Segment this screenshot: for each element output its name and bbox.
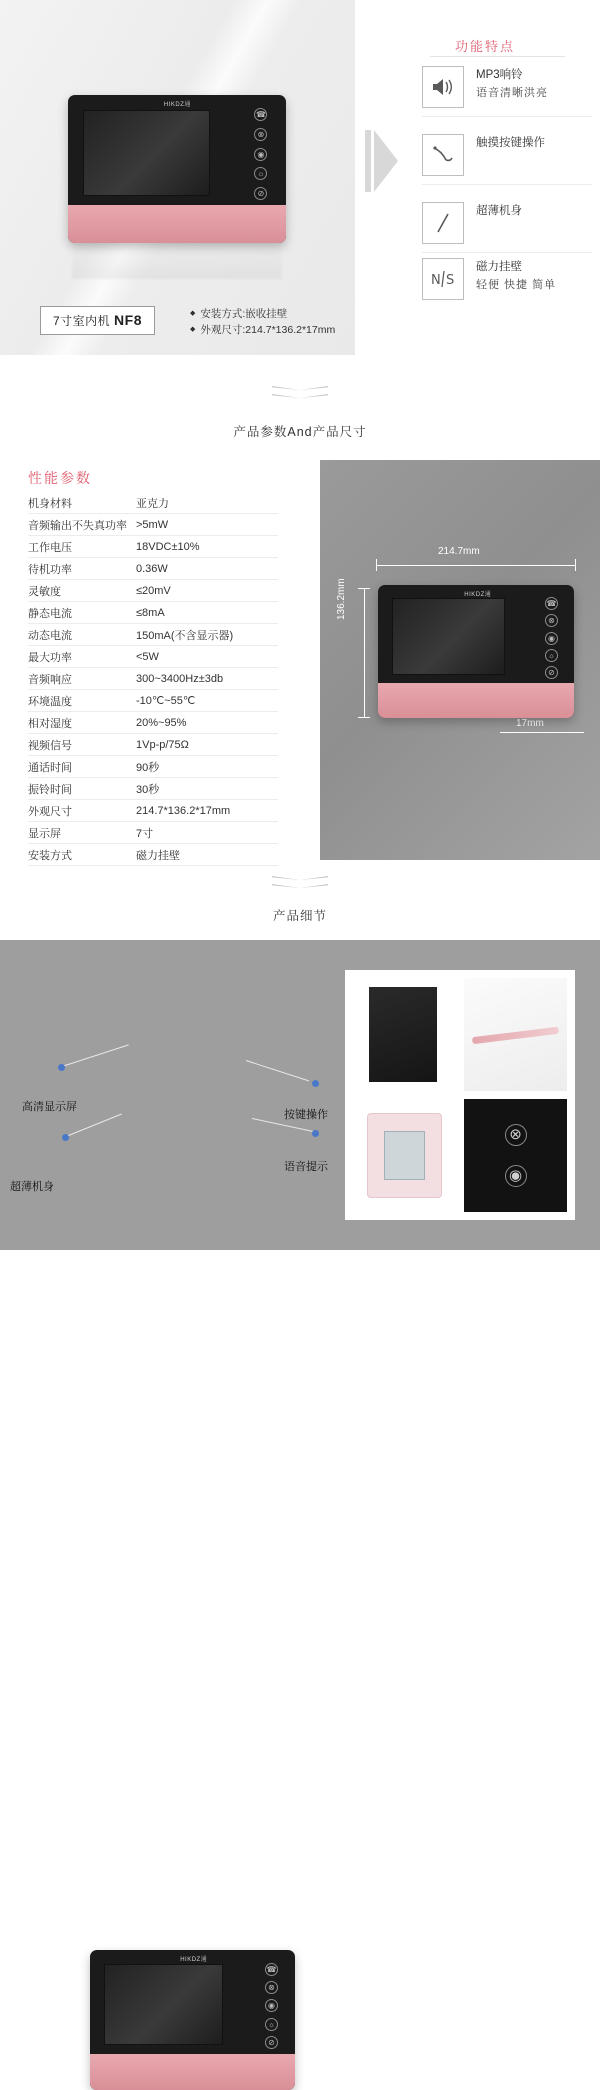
spec-value: -10℃~55℃ (136, 695, 196, 707)
spec-title: 性能参数 (28, 470, 92, 486)
device-key-monitor-icon: ☼ (254, 167, 267, 180)
device-key-power-icon: ⊘ (254, 187, 267, 200)
device-key-power-icon: ⊘ (545, 666, 558, 679)
spec-value: ≤20mV (136, 584, 171, 597)
feature-line1: MP3响铃 (476, 69, 523, 81)
model-size-label: 7寸室内机 (53, 314, 111, 328)
device-key-power-icon: ⊘ (265, 2036, 278, 2049)
mute-call-icon: ⊗ (505, 1124, 527, 1146)
device-screen (83, 110, 209, 196)
spec-value: 磁力挂壁 (136, 849, 180, 862)
section-divider-chevron (272, 386, 328, 408)
spec-key: 灵敏度 (28, 585, 61, 598)
magnet-ns-icon (422, 258, 464, 300)
spec-key: 静态电流 (28, 607, 72, 620)
feature-text-touch (476, 134, 545, 152)
features-title: 功能特点 (455, 39, 516, 54)
device-key-unlock-icon: ◉ (545, 632, 558, 645)
feature-text-magnet (476, 258, 556, 294)
feature-item-touch (422, 134, 592, 176)
device-key-mute-icon: ⊗ (254, 128, 267, 141)
spec-value: 1Vp-p/75Ω (136, 738, 189, 751)
features-title-rule (430, 56, 565, 57)
callout-line (246, 1060, 309, 1081)
callout-line (66, 1114, 122, 1137)
dim-depth-line (500, 732, 584, 733)
slim-line-icon (422, 202, 464, 244)
spec-key: 音频输出不失真功率 (28, 519, 127, 532)
section-caption-details: 产品细节 (272, 909, 327, 923)
spec-key: 待机功率 (28, 563, 72, 576)
spec-value: ≤8mA (136, 606, 165, 619)
product-image-detail (90, 1950, 295, 2090)
detail-gallery (345, 970, 575, 1220)
spec-table (28, 492, 278, 866)
device-key-call-icon: ☎ (546, 598, 557, 608)
arrow-right-icon (365, 130, 401, 192)
spec-value: 7寸 (136, 827, 154, 840)
spec-key: 音频响应 (28, 673, 72, 686)
callout-dot (312, 1080, 319, 1087)
spec-value: 亚克力 (136, 497, 169, 510)
svg-text:S: S (446, 273, 455, 288)
spec-value: 30秒 (136, 783, 160, 796)
feature-line1: 触摸按键操作 (476, 137, 545, 149)
spec-key: 振铃时间 (28, 783, 72, 796)
spec-value: 150mA(不含显示器) (136, 629, 234, 642)
device-logo: HIKDZ通 (464, 591, 492, 598)
table-row (28, 800, 278, 822)
feature-line2: 语音清晰洪亮 (476, 87, 548, 99)
device-key-call-icon: ☎ (266, 1964, 277, 1974)
device-key-column (537, 597, 566, 679)
feature-text-mp3 (476, 66, 548, 102)
callout-voice: 语音提示 (284, 1161, 328, 1173)
table-row (28, 734, 278, 756)
spec-key: 通话时间 (28, 761, 72, 774)
table-row (28, 580, 278, 602)
table-row (28, 536, 278, 558)
device-reflection (72, 243, 282, 279)
callout-slim: 超薄机身 (10, 1181, 54, 1193)
device-body (378, 585, 574, 718)
device-body (90, 1950, 295, 2090)
device-key-monitor-icon: ☼ (265, 2018, 278, 2031)
spec-key: 显示屏 (28, 827, 61, 840)
feature-item-slim (422, 202, 592, 244)
dim-width-line (376, 565, 576, 566)
model-code: NF8 (114, 312, 142, 328)
bullet-size: ◆ 外观尺寸:214.7*136.2*17mm (190, 322, 335, 338)
dim-width-label: 214.7mm (438, 546, 480, 557)
callout-dot (312, 1130, 319, 1137)
svg-text:N: N (431, 273, 441, 288)
device-body (68, 95, 286, 243)
callout-line (62, 1044, 129, 1067)
callout-display: 高清显示屏 (22, 1101, 77, 1113)
table-row (28, 712, 278, 734)
spec-value: 0.36W (136, 562, 168, 575)
device-bottom-trim (378, 683, 574, 718)
dim-depth-label: 17mm (516, 718, 544, 729)
eye-icon: ◉ (505, 1165, 527, 1187)
spec-value: >5mW (136, 518, 169, 531)
device-screen (104, 1964, 223, 2045)
gallery-photo-front (353, 978, 456, 1091)
table-row (28, 558, 278, 580)
spec-value: 90秒 (136, 761, 160, 774)
feature-line2: 轻便 快捷 简单 (476, 279, 557, 291)
device-key-column (256, 1963, 287, 2050)
gallery-photo-edge (464, 978, 567, 1091)
table-row (28, 624, 278, 646)
feature-line1: 超薄机身 (476, 205, 522, 217)
device-key-mute-icon: ⊗ (265, 1981, 278, 1994)
hero-section (0, 0, 600, 355)
spec-key: 相对湿度 (28, 717, 72, 730)
section-divider-chevron-2 (272, 876, 328, 898)
table-row (28, 690, 278, 712)
table-row (28, 492, 278, 514)
device-key-call-icon: ☎ (255, 110, 266, 120)
table-row (28, 514, 278, 536)
feature-text-slim (476, 202, 522, 220)
spec-key: 机身材料 (28, 497, 72, 510)
table-row (28, 822, 278, 844)
device-key-unlock-icon: ◉ (254, 148, 267, 161)
product-image-main (68, 95, 286, 243)
speaker-icon (422, 66, 464, 108)
table-row (28, 756, 278, 778)
device-key-mute-icon: ⊗ (545, 614, 558, 627)
dim-height-line (364, 588, 365, 718)
table-row (28, 668, 278, 690)
device-bottom-trim (90, 2054, 295, 2090)
spec-key: 最大功率 (28, 651, 72, 664)
device-key-monitor-icon: ☼ (545, 649, 558, 662)
device-logo: HIKDZ通 (180, 1957, 208, 1964)
device-bottom-trim (68, 205, 286, 243)
callout-dot (62, 1134, 69, 1141)
spec-key: 视频信号 (28, 739, 72, 752)
feature-line1: 磁力挂壁 (476, 261, 522, 273)
section-caption-params: 产品参数And产品尺寸 (233, 425, 367, 439)
spec-key: 工作电压 (28, 541, 72, 554)
touch-hand-icon (422, 134, 464, 176)
spec-value: 214.7*136.2*17mm (136, 804, 231, 817)
device-key-unlock-icon: ◉ (265, 1999, 278, 2012)
feature-item-mp3 (422, 66, 592, 108)
spec-key: 环境温度 (28, 695, 72, 708)
feature-item-magnet (422, 258, 592, 300)
gallery-photo-keys (464, 1099, 567, 1212)
bullet-install: ◆ 安装方式:嵌收挂壁 (190, 306, 335, 322)
model-label-box (40, 306, 155, 335)
spec-value: 18VDC±10% (136, 540, 200, 553)
spec-key: 安装方式 (28, 849, 72, 862)
table-row (28, 602, 278, 624)
spec-key: 外观尺寸 (28, 805, 72, 818)
spec-value: <5W (136, 650, 159, 663)
device-screen (392, 598, 506, 675)
dim-height-label: 136.2mm (336, 578, 347, 620)
product-image-dimensions (378, 585, 574, 718)
spec-key: 动态电流 (28, 629, 72, 642)
device-logo: HIKDZ通 (163, 102, 191, 109)
spec-value: 300~3400Hz±3db (136, 672, 224, 685)
callout-keys: 按键操作 (284, 1109, 328, 1121)
gallery-photo-back (353, 1099, 456, 1212)
table-row (28, 844, 278, 866)
product-bullets (190, 306, 335, 338)
callout-dot (58, 1064, 65, 1071)
device-key-column (245, 108, 278, 200)
table-row (28, 778, 278, 800)
spec-value: 20%~95% (136, 716, 187, 729)
table-row (28, 646, 278, 668)
